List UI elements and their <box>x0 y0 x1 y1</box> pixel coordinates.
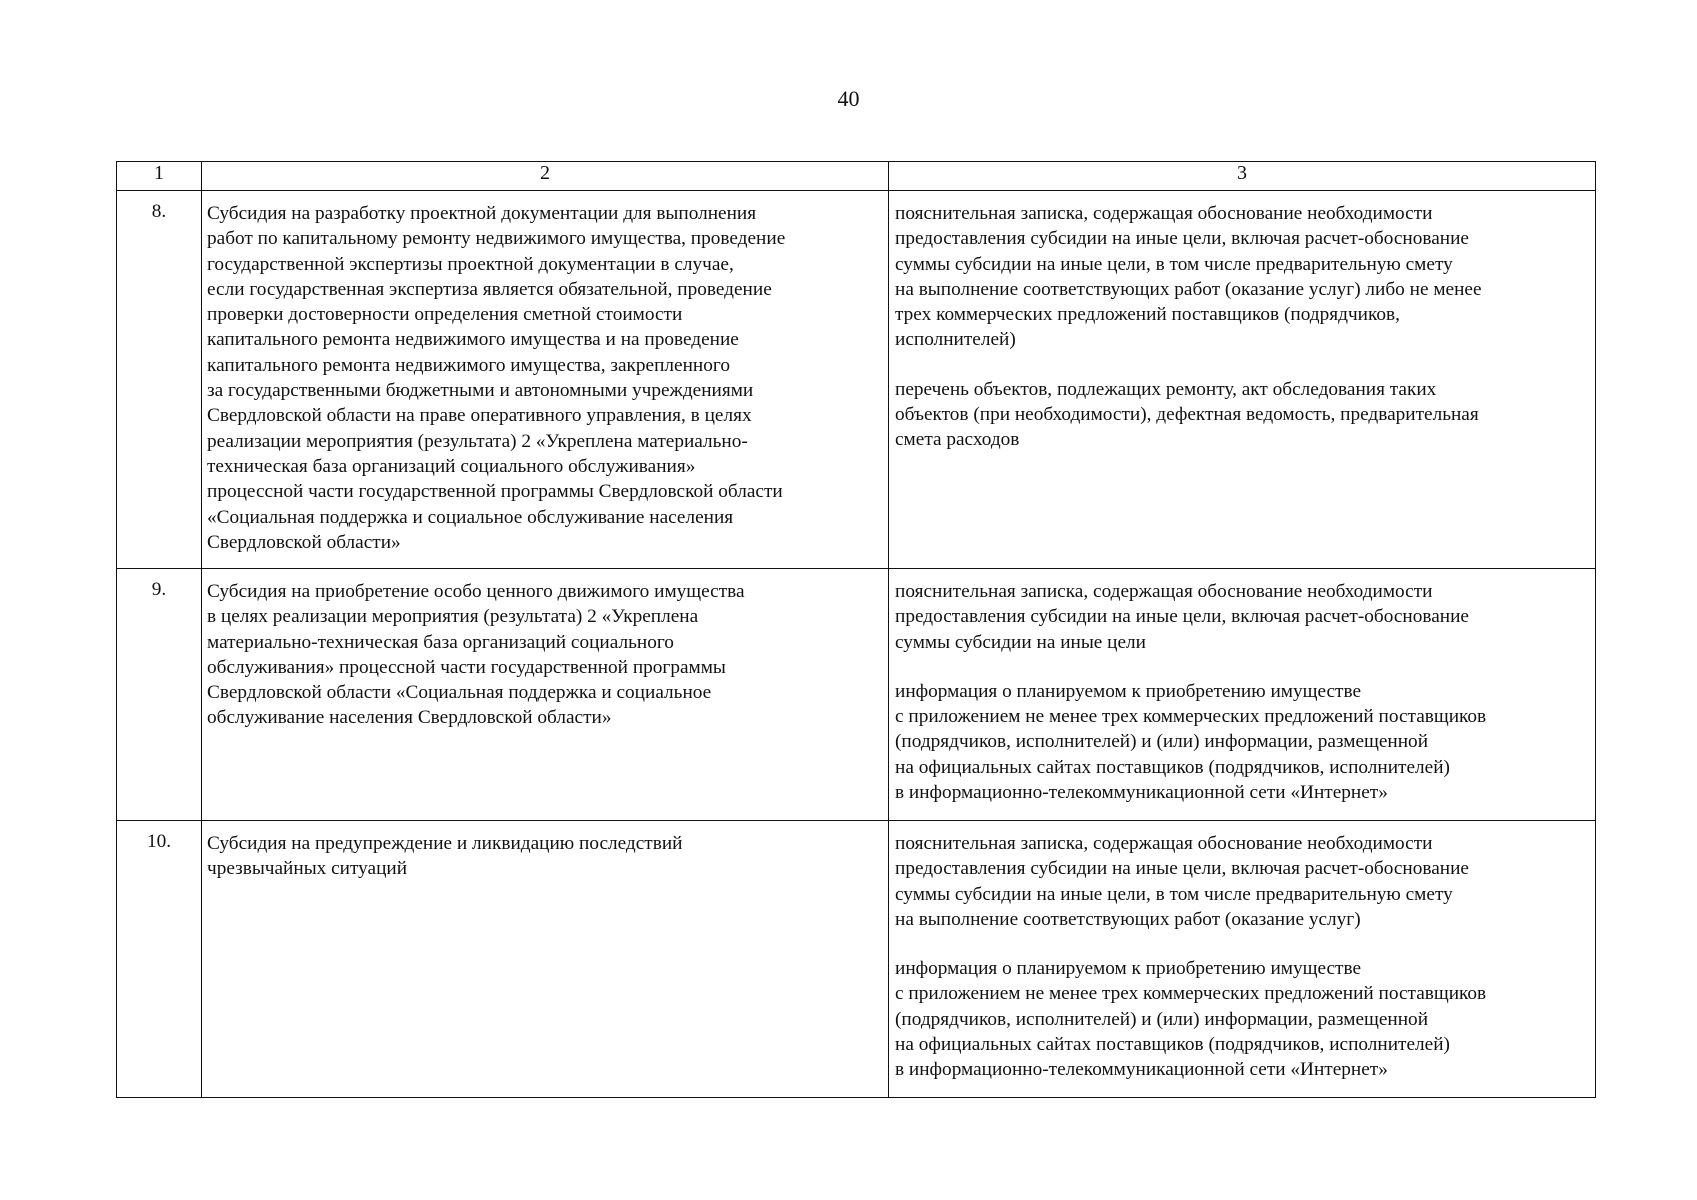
subsidy-name-cell <box>202 191 889 569</box>
text-line: объектов (при необходимости), дефектная ведомость, предварительная <box>895 404 1479 426</box>
text-line: Субсидия на разработку проектной документации для выполнения <box>207 203 757 224</box>
text-line: на выполнение соответствующих работ (оказание услуг) <box>895 908 1361 930</box>
header-col-2: 2 <box>202 162 889 191</box>
documents-cell <box>889 569 1596 821</box>
text-line: на официальных сайтах поставщиков (подрядчиков, исполнителей) <box>895 756 1450 778</box>
text-line: суммы субсидии на иные цели, в том числе предварительную смету <box>895 883 1453 905</box>
text-line: предоставления субсидии на иные цели, включая расчет-обоснование <box>895 858 1469 880</box>
text-line: суммы субсидии на иные цели <box>895 631 1146 653</box>
row-number-cell <box>117 191 202 569</box>
text-line: предоставления субсидии на иные цели, включая расчет-обоснование <box>895 228 1469 250</box>
text-line: трех коммерческих предложений поставщиков (подрядчиков, <box>895 304 1400 326</box>
header-col-1: 1 <box>117 162 202 191</box>
text-line: капитального ремонта недвижимого имущества, закрепленного <box>207 354 730 376</box>
subsidy-name <box>202 821 888 882</box>
text-line: материально-техническая база организаций социального <box>207 631 674 653</box>
text-line: пояснительная записка, содержащая обоснование необходимости <box>895 833 1433 854</box>
text-line: государственной экспертизы проектной документации в случае, <box>207 253 734 275</box>
text-line: перечень объектов, подлежащих ремонту, акт обследования таких <box>895 378 1437 400</box>
required-documents <box>889 191 1595 453</box>
text-line: на выполнение соответствующих работ (оказание услуг) либо не менее <box>895 278 1482 300</box>
documents-paragraph-1 <box>895 831 1591 932</box>
text-line: обслуживание населения Свердловской области» <box>207 707 612 729</box>
text-line: Свердловской области на праве оперативного управления, в целях <box>207 405 752 427</box>
table-header-row <box>117 162 1596 191</box>
documents-paragraph-2 <box>895 679 1591 805</box>
subsidy-name <box>202 569 888 731</box>
text-line: Субсидия на предупреждение и ликвидацию последствий <box>207 833 683 854</box>
text-line: Свердловской области «Социальная поддержка и социальное <box>207 682 712 704</box>
text-line: работ по капитальному ремонту недвижимого имущества, проведение <box>207 228 786 250</box>
required-documents <box>889 569 1595 805</box>
row-number-cell <box>117 569 202 821</box>
text-line: с приложением не менее трех коммерческих предложений поставщиков <box>895 706 1487 728</box>
text-line: с приложением не менее трех коммерческих предложений поставщиков <box>895 983 1487 1005</box>
text-line: (подрядчиков, исполнителей) и (или) информации, размещенной <box>895 731 1429 753</box>
text-line: в информационно-телекоммуникационной сети «Интернет» <box>895 782 1388 804</box>
page-number: 40 <box>837 86 860 111</box>
text-line: суммы субсидии на иные цели, в том числе предварительную смету <box>895 253 1453 275</box>
requirements-table <box>116 161 1596 1098</box>
table-row <box>117 821 1596 1098</box>
text-line: информация о планируемом к приобретению имуществе <box>895 680 1362 702</box>
text-line: реализации мероприятия (результата) 2 «Укреплена материально- <box>207 430 748 452</box>
subsidy-name <box>202 191 888 555</box>
text-line: техническая база организаций социального обслуживания» <box>207 455 696 477</box>
text-line: Субсидия на приобретение особо ценного движимого имущества <box>207 581 745 602</box>
text-line: за государственными бюджетными и автономными учреждениями <box>207 380 754 402</box>
documents-paragraph-2 <box>895 377 1591 453</box>
text-line: в информационно-телекоммуникационной сети «Интернет» <box>895 1059 1388 1081</box>
header-col-3: 3 <box>889 162 1596 191</box>
table-row <box>117 569 1596 821</box>
text-line: пояснительная записка, содержащая обоснование необходимости <box>895 203 1433 224</box>
documents-paragraph-2 <box>895 956 1591 1082</box>
documents-paragraph-1 <box>895 579 1591 655</box>
subsidy-name-cell <box>202 569 889 821</box>
text-line: обслуживания» процессной части государственной программы <box>207 656 726 678</box>
text-line: чрезвычайных ситуаций <box>207 858 408 880</box>
text-line: пояснительная записка, содержащая обоснование необходимости <box>895 581 1433 602</box>
text-line: проверки достоверности определения сметной стоимости <box>207 304 683 326</box>
text-line: информация о планируемом к приобретению имуществе <box>895 958 1362 980</box>
text-line: смета расходов <box>895 429 1020 451</box>
text-line: процессной части государственной программы Свердловской области <box>207 481 783 503</box>
text-line: (подрядчиков, исполнителей) и (или) информации, размещенной <box>895 1008 1429 1030</box>
documents-cell <box>889 821 1596 1098</box>
documents-cell <box>889 191 1596 569</box>
documents-paragraph-1 <box>895 201 1591 353</box>
text-line: предоставления субсидии на иные цели, включая расчет-обоснование <box>895 606 1469 628</box>
text-line: капитального ремонта недвижимого имущества и на проведение <box>207 329 739 351</box>
text-line: в целях реализации мероприятия (результата) 2 «Укреплена <box>207 606 699 628</box>
text-line: Свердловской области» <box>207 531 401 553</box>
text-line: «Социальная поддержка и социальное обслуживание населения <box>207 506 734 528</box>
row-number-cell <box>117 821 202 1098</box>
row-number: 9. <box>151 579 167 600</box>
table-row <box>117 191 1596 569</box>
row-number: 10. <box>146 831 172 852</box>
text-line: если государственная экспертиза является обязательной, проведение <box>207 278 772 300</box>
row-number: 8. <box>151 201 167 222</box>
text-line: на официальных сайтах поставщиков (подрядчиков, исполнителей) <box>895 1034 1450 1056</box>
required-documents <box>889 821 1595 1083</box>
text-line: исполнителей) <box>895 329 1016 351</box>
subsidy-name-cell <box>202 821 889 1098</box>
